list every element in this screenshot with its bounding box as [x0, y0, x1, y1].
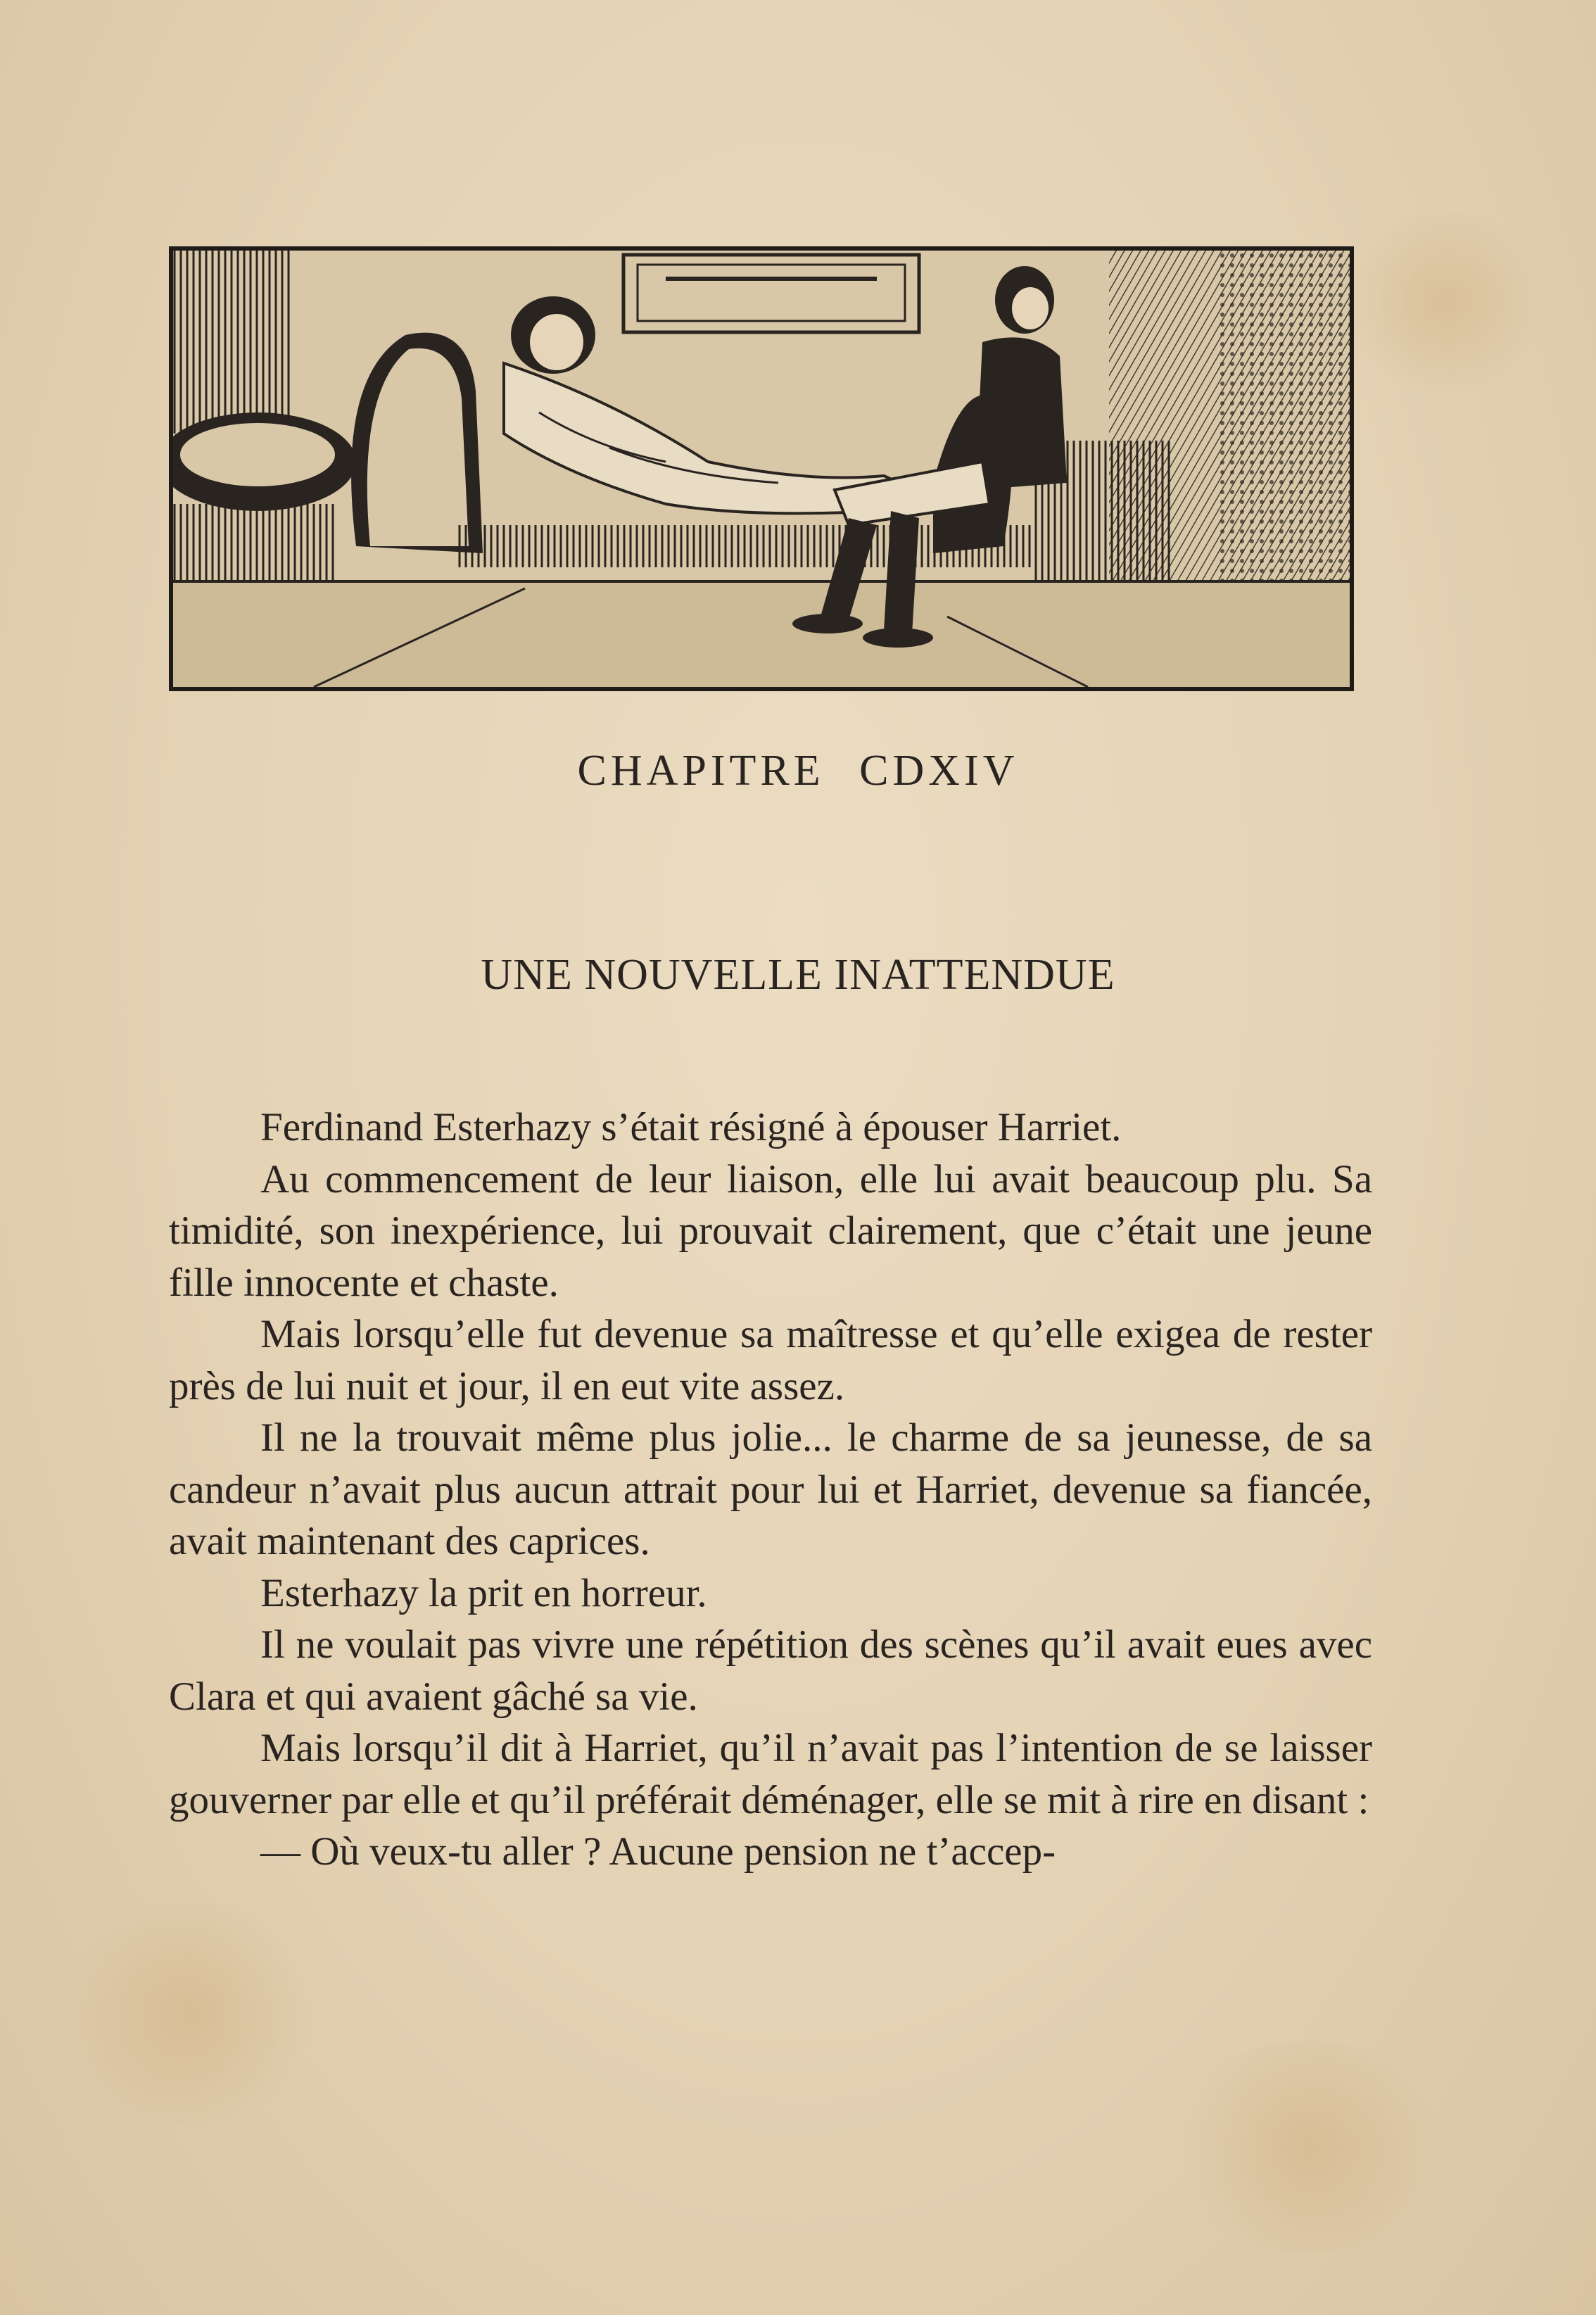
- paper-stain: [1161, 2041, 1457, 2252]
- paragraph: Il ne voulait pas vivre une répétition des scènes qu’il avait eues avec Clara et qui avaient gâché sa vie.: [169, 1622, 1372, 1719]
- paragraph: Esterhazy la prit en horreur.: [260, 1570, 707, 1615]
- body-text: [169, 1102, 1372, 1878]
- paragraph: Il ne la trouvait même plus jolie... le charme de sa jeunesse, de sa candeur n’avait plus aucun attrait pour lui et Harriet, devenue sa fiancée, avait maintenant des caprices.: [169, 1415, 1372, 1563]
- paragraph: Au commencement de leur liaison, elle lui avait beaucoup plu. Sa timidité, son inexpérience, lui prouvait clairement, que c’était une jeune fille innocente et chaste.: [169, 1156, 1372, 1305]
- paragraph: Mais lorsqu’il dit à Harriet, qu’il n’avait pas l’intention de se laisser gouverner par elle et qu’il préférait déménager, elle se mit à rire en disant :: [169, 1726, 1372, 1822]
- paper-stain: [56, 1900, 324, 2126]
- chapter-heading: CHAPITRE CDXIV: [577, 747, 1019, 795]
- chapter-illustration: [169, 246, 1354, 691]
- paper-stain: [1337, 211, 1548, 394]
- engraving-icon: [173, 251, 1350, 687]
- paragraph: — Où veux-tu aller ? Aucune pension ne t’accep-: [260, 1829, 1056, 1874]
- chapter-title: UNE NOUVELLE INATTENDUE: [481, 951, 1115, 999]
- paragraph: Ferdinand Esterhazy s’était résigné à épouser Harriet.: [260, 1105, 1122, 1149]
- paragraph: Mais lorsqu’elle fut devenue sa maîtresse et qu’elle exigea de rester près de lui nuit et jour, il en eut vite assez.: [169, 1312, 1372, 1408]
